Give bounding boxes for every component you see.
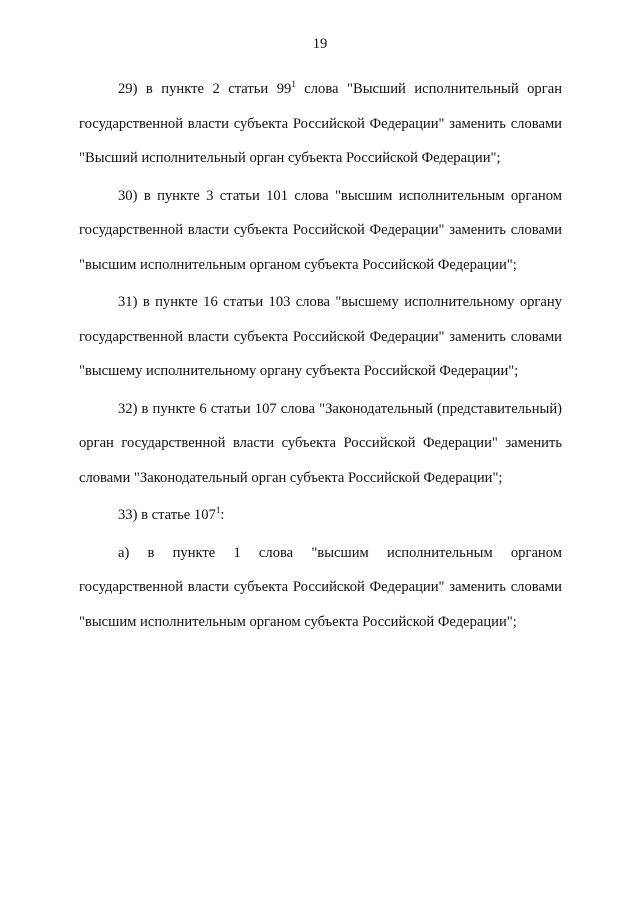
paragraph-31-text: 31) в пункте 16 статьи 103 слова "высшему исполнительному органу государственной власти субъекта Российской Федерации" заменить словами "высшему исполнительному органу субъекта Российской Федерации"; <box>79 294 562 379</box>
paragraph-32 <box>79 392 562 496</box>
paragraph-33-text-continued: : <box>220 507 225 523</box>
paragraph-33a-text: а) в пункте 1 слова "высшим исполнительным органом государственной власти субъекта Российской Федерации" заменить словами "высшим исполнительным органом субъекта Российской Федерации"; <box>79 544 562 630</box>
paragraph-30 <box>79 179 562 283</box>
document-body <box>79 72 562 642</box>
paragraph-29-text: 29) в пункте 2 статьи 99 <box>118 81 292 97</box>
paragraph-33-text: 33) в статье 107 <box>118 507 216 523</box>
paragraph-31 <box>79 285 562 389</box>
paragraph-33-superscript: 1 <box>215 505 221 515</box>
paragraph-29-text-continued: слова "Высший исполнительный орган государственной власти субъекта Российской Федерации" заменить словами "Высший исполнительный орган субъекта Российской Федерации"; <box>79 81 562 166</box>
paragraph-29-superscript: 1 <box>291 79 296 89</box>
paragraph-32-text: 32) в пункте 6 статьи 107 слова "Законодательный (представительный) орган государственной власти субъекта Российской Федерации" заменить словами "Законодательный орган субъекта Российской Федерации"; <box>79 400 562 486</box>
paragraph-33a <box>79 536 562 640</box>
paragraph-30-text: 30) в пункте 3 статьи 101 слова "высшим исполнительным органом государственной власти субъекта Российской Федерации" заменить словами "высшим исполнительным органом субъекта Российской Федерации"; <box>79 187 562 273</box>
page-number: 19 <box>312 36 328 52</box>
paragraph-33 <box>79 498 562 533</box>
paragraph-29 <box>79 72 562 176</box>
